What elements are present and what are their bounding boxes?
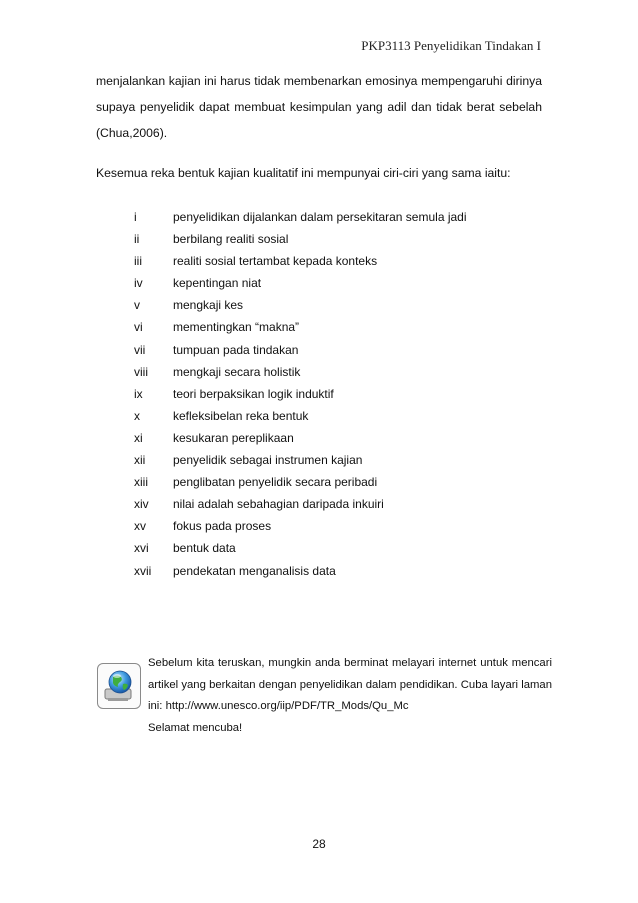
list-item-number: xvi xyxy=(134,541,149,556)
list-item xyxy=(134,537,554,559)
list-item-number: xv xyxy=(134,519,146,534)
list-item xyxy=(134,250,554,272)
list-item-number: ii xyxy=(134,232,140,247)
list-item xyxy=(134,228,554,250)
list-item-number: xi xyxy=(134,430,143,445)
list-item-number: iv xyxy=(134,276,143,291)
list-item-number: iii xyxy=(134,254,142,269)
list-item-text: pendekatan menganalisis data xyxy=(173,563,336,578)
list-item xyxy=(134,339,554,361)
list-item-text: nilai adalah sebahagian daripada inkuiri xyxy=(173,497,384,512)
list-item-number: viii xyxy=(134,364,148,379)
list-item-text: penglibatan penyelidik secara peribadi xyxy=(173,475,378,490)
list-item xyxy=(134,449,554,471)
list-item-text: penyelidikan dijalankan dalam persekitaran semula jadi xyxy=(173,210,467,224)
list-item xyxy=(134,206,554,228)
list-item-text: mementingkan “makna” xyxy=(173,320,300,335)
internet-note xyxy=(148,653,552,739)
list-item-text: kefleksibelan reka bentuk xyxy=(173,408,309,423)
intro-paragraph: Kesemua reka bentuk kajian kualitatif ini mempunyai ciri-ciri yang sama iaitu: xyxy=(96,166,511,180)
list-item-text: kepentingan niat xyxy=(173,276,262,291)
list-item-number: vi xyxy=(134,320,143,335)
list-item xyxy=(134,405,554,427)
list-item-number: x xyxy=(134,408,140,423)
list-item-number: v xyxy=(134,298,140,313)
list-item-text: fokus pada proses xyxy=(173,519,272,534)
list-item xyxy=(134,383,554,405)
list-item xyxy=(134,361,554,383)
list-item-text: penyelidik sebagai instrumen kajian xyxy=(173,453,363,468)
page-number: 28 xyxy=(312,837,326,851)
list-item xyxy=(134,316,554,338)
list-item-text: kesukaran pereplikaan xyxy=(173,430,294,445)
list-item xyxy=(134,560,554,582)
list-item xyxy=(134,272,554,294)
list-item xyxy=(134,427,554,449)
list-item-text: bentuk data xyxy=(173,541,236,556)
list-item-text: teori berpaksikan logik induktif xyxy=(173,386,334,401)
note-body: Sebelum kita teruskan, mungkin anda berminat melayari internet untuk mencari artikel yang berkaitan dengan penyelidikan dalam pendidikan. Cuba layari laman ini: http://www.unesco.org/iip/PDF/TR_Mods/Qu_Mc xyxy=(148,657,552,712)
list-item-text: berbilang realiti sosial xyxy=(173,232,289,247)
list-item-number: i xyxy=(134,210,137,224)
list-item-number: ix xyxy=(134,386,143,401)
list-item-number: xiv xyxy=(134,497,149,512)
continuation-paragraph: menjalankan kajian ini harus tidak membenarkan emosinya mempengaruhi dirinya supaya penyelidik dapat membuat kesimpulan yang adil dan tidak berat sebelah (Chua,2006). xyxy=(96,74,542,140)
list-item-text: tumpuan pada tindakan xyxy=(173,342,299,357)
list-item-text: realiti sosial tertambat kepada konteks xyxy=(173,254,378,269)
list-item xyxy=(134,515,554,537)
note-closing: Selamat mencuba! xyxy=(148,721,243,734)
list-item-number: xvii xyxy=(134,563,152,578)
list-item-text: mengkaji secara holistik xyxy=(173,364,301,379)
list-item-number: xii xyxy=(134,453,146,468)
internet-globe-icon xyxy=(97,663,141,709)
list-item-text: mengkaji kes xyxy=(173,298,244,313)
running-header: PKP3113 Penyelidikan Tindakan I xyxy=(361,38,541,53)
characteristics-list xyxy=(134,206,554,582)
list-item xyxy=(134,294,554,316)
list-item-number: vii xyxy=(134,342,146,357)
list-item xyxy=(134,493,554,515)
list-item-number: xiii xyxy=(134,475,148,490)
list-item xyxy=(134,471,554,493)
